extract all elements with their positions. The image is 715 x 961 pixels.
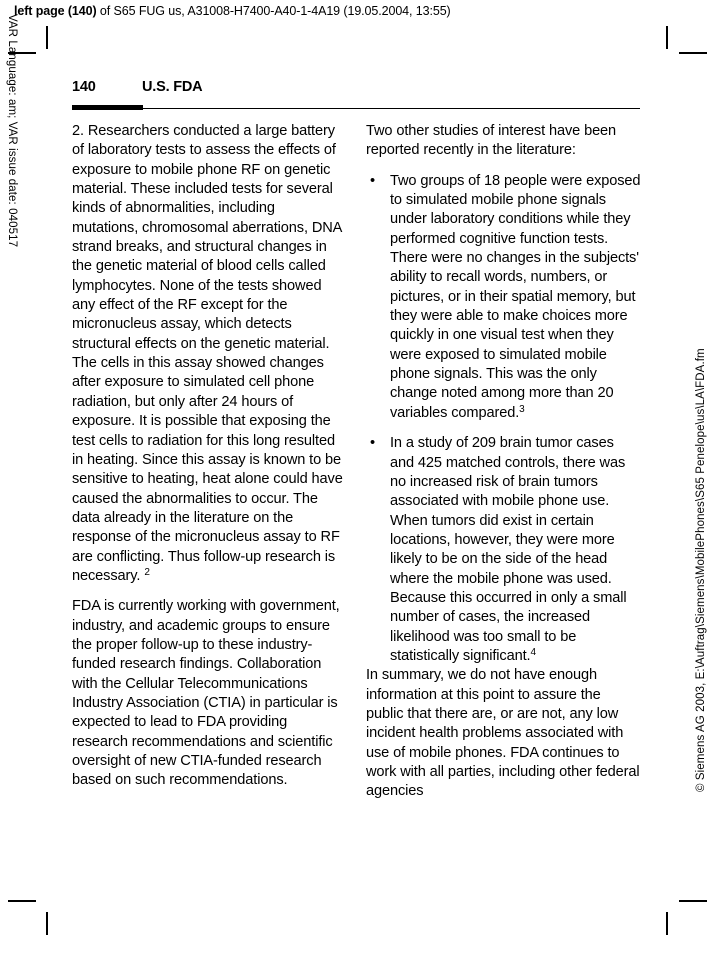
margin-note-left: VAR Language: am; VAR issue date: 040517 bbox=[6, 14, 18, 248]
bullet-dot-icon: • bbox=[370, 172, 375, 189]
paragraph-two-other-studies: Two other studies of interest have been reported recently in the literature: bbox=[366, 123, 617, 159]
footnote-marker-2: 2 bbox=[144, 566, 150, 578]
slug-rest: of S65 FUG us, A31008-H7400-A40-1-4A19 (19.05.2004, 13:55) bbox=[96, 4, 451, 18]
paragraph-researchers bbox=[72, 122, 343, 586]
bullet-dot-icon: • bbox=[370, 435, 375, 452]
header-rule-thin bbox=[72, 108, 640, 109]
prepress-slug-line bbox=[14, 4, 451, 18]
header-rule-thick bbox=[72, 105, 143, 110]
paragraph-in-summary: In summary, we do not have enough information at this point to assure the public that there are, or are not, any low incident health problems associated with use of mobile phones. FDA continues to work with all parties, including other federal agencies bbox=[366, 667, 640, 800]
slug-bold-prefix: left page (140) bbox=[14, 4, 97, 18]
page-number: 140 bbox=[72, 79, 96, 95]
crop-mark-top-right-horizontal bbox=[679, 52, 707, 54]
crop-mark-top-right-vertical bbox=[666, 26, 668, 49]
body-column-left bbox=[72, 122, 343, 791]
paragraph-researchers-text: 2. Researchers conducted a large battery of laboratory tests to assess the effects of exposure to mobile phone RF on genetic material. These included tests for several kinds of abnormalities, including mutations, chromosomal aberrations, DNA strand breaks, and structural changes in the genetic material of blood cells called lymphocytes. None of the tests showed any effect of the RF except for the micronucleus assay, which detects structural effects on the genetic material. The cells in this assay showed changes after exposure to simulated cell phone radiation, but only after 24 hours of exposure. It is possible that exposing the test cells to radiation for this long resulted in heating. Since this assay is known to be sensitive to heating, heat alone could have caused the abnormalities to occur. The data already in the literature on the response of the micronucleus assay to RF are conflicting. Thus follow-up research is necessary. bbox=[72, 123, 343, 584]
body-column-right bbox=[366, 122, 641, 802]
crop-mark-top-left-vertical bbox=[46, 26, 48, 49]
crop-mark-bottom-left-horizontal bbox=[8, 900, 36, 902]
footnote-marker-4: 4 bbox=[530, 646, 536, 658]
crop-mark-bottom-right-vertical bbox=[666, 912, 668, 935]
list-item-text: In a study of 209 brain tumor cases and 425 matched controls, there was no increased risk of brain tumors associated with mobile phone use. When tumors did exist in certain locations, however, they were more likely to be on the side of the head where the mobile phone was used. Because this occurred in only a small number of cases, the increased likelihood was too small to be statistically significant. bbox=[390, 435, 627, 664]
crop-mark-bottom-left-vertical bbox=[46, 912, 48, 935]
margin-note-right: © Siemens AG 2003, E:\Auftrag\Siemens\MobilePhones\S65 Penelope\us\LA\FDA.fm bbox=[695, 348, 707, 792]
footnote-marker-3: 3 bbox=[519, 403, 525, 415]
list-item-text: Two groups of 18 people were exposed to simulated mobile phone signals under laboratory conditions while they performed cognitive function tests. There were no changes in the subjects' ability to recall words, numbers, or pictures, or in their spatial memory, but they were able to make choices more quickly in one visual test when they were exposed to simulated mobile phone signals. This was the only change noted among more than 20 variables compared. bbox=[390, 172, 641, 421]
paragraph-fda-working: FDA is currently working with government, industry, and academic groups to ensure the proper follow-up to these industry-funded research findings. Collaboration with the Cellular Telecommunications Industry Association (CTIA) in particular is expected to lead to FDA providing research recommendations and scientific oversight of new CTIA-funded research based on such recommendations. bbox=[72, 598, 340, 789]
crop-mark-bottom-right-horizontal bbox=[679, 900, 707, 902]
chapter-title: U.S. FDA bbox=[142, 79, 203, 95]
list-item bbox=[366, 434, 641, 666]
studies-bullet-list bbox=[366, 172, 641, 667]
page-header bbox=[72, 79, 640, 109]
list-item bbox=[366, 172, 641, 423]
